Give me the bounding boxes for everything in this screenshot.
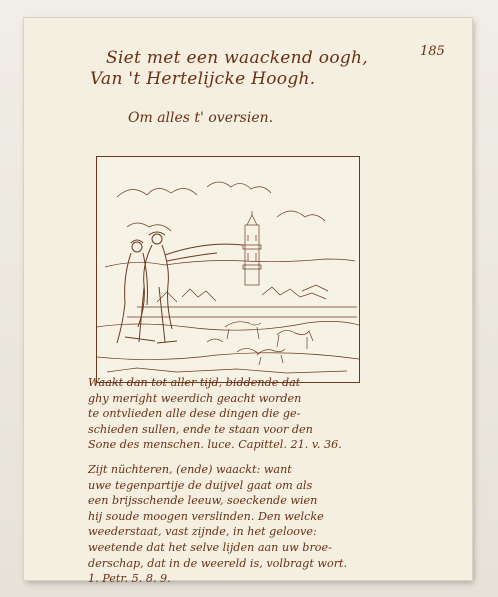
pen-drawing-illustration (96, 156, 360, 383)
verse-paragraph-1 (88, 375, 378, 453)
title-line-1: Siet met een waackend oogh, (106, 48, 369, 68)
verse-line: schieden sullen, ende te staan voor den (88, 422, 313, 436)
verse-line: weederstaat, vast zijnde, in het geloove: (88, 525, 317, 539)
verse-line: een brijsschende leeuw, soeckende wien (88, 494, 318, 508)
landscape-drawing (97, 157, 359, 382)
verse-line: Sone des menschen. luce. Capittel. 21. v. 36. (88, 438, 342, 452)
verse-line: weetende dat het selve lijden aan uw broe- (88, 540, 332, 554)
title-line-2: Van 't Hertelijcke Hoogh. (90, 69, 316, 89)
verse-paragraph-2 (88, 462, 378, 587)
verse-line: Zijt nüchteren, (ende) waackt: want (88, 463, 292, 476)
verse-line: 1. Petr. 5. 8. 9. (88, 572, 171, 586)
verse-line: Waakt dan tot aller tijd, biddende dat (88, 376, 301, 389)
page-number: 185 (420, 44, 445, 59)
verse-line: hij soude moogen verslinden. Den welcke (88, 509, 324, 523)
verse-line: te ontvlieden alle dese dingen die ge- (88, 407, 301, 421)
verse-line: ghy meright weerdich geacht worden (88, 391, 302, 405)
verse-line: derschap, dat in de weereld is, volbragt wort. (88, 556, 348, 570)
motto: Om alles t' oversien. (128, 110, 274, 126)
verse-line: uwe tegenpartije de duijvel gaat om als (88, 478, 313, 492)
manuscript-page (24, 18, 472, 586)
